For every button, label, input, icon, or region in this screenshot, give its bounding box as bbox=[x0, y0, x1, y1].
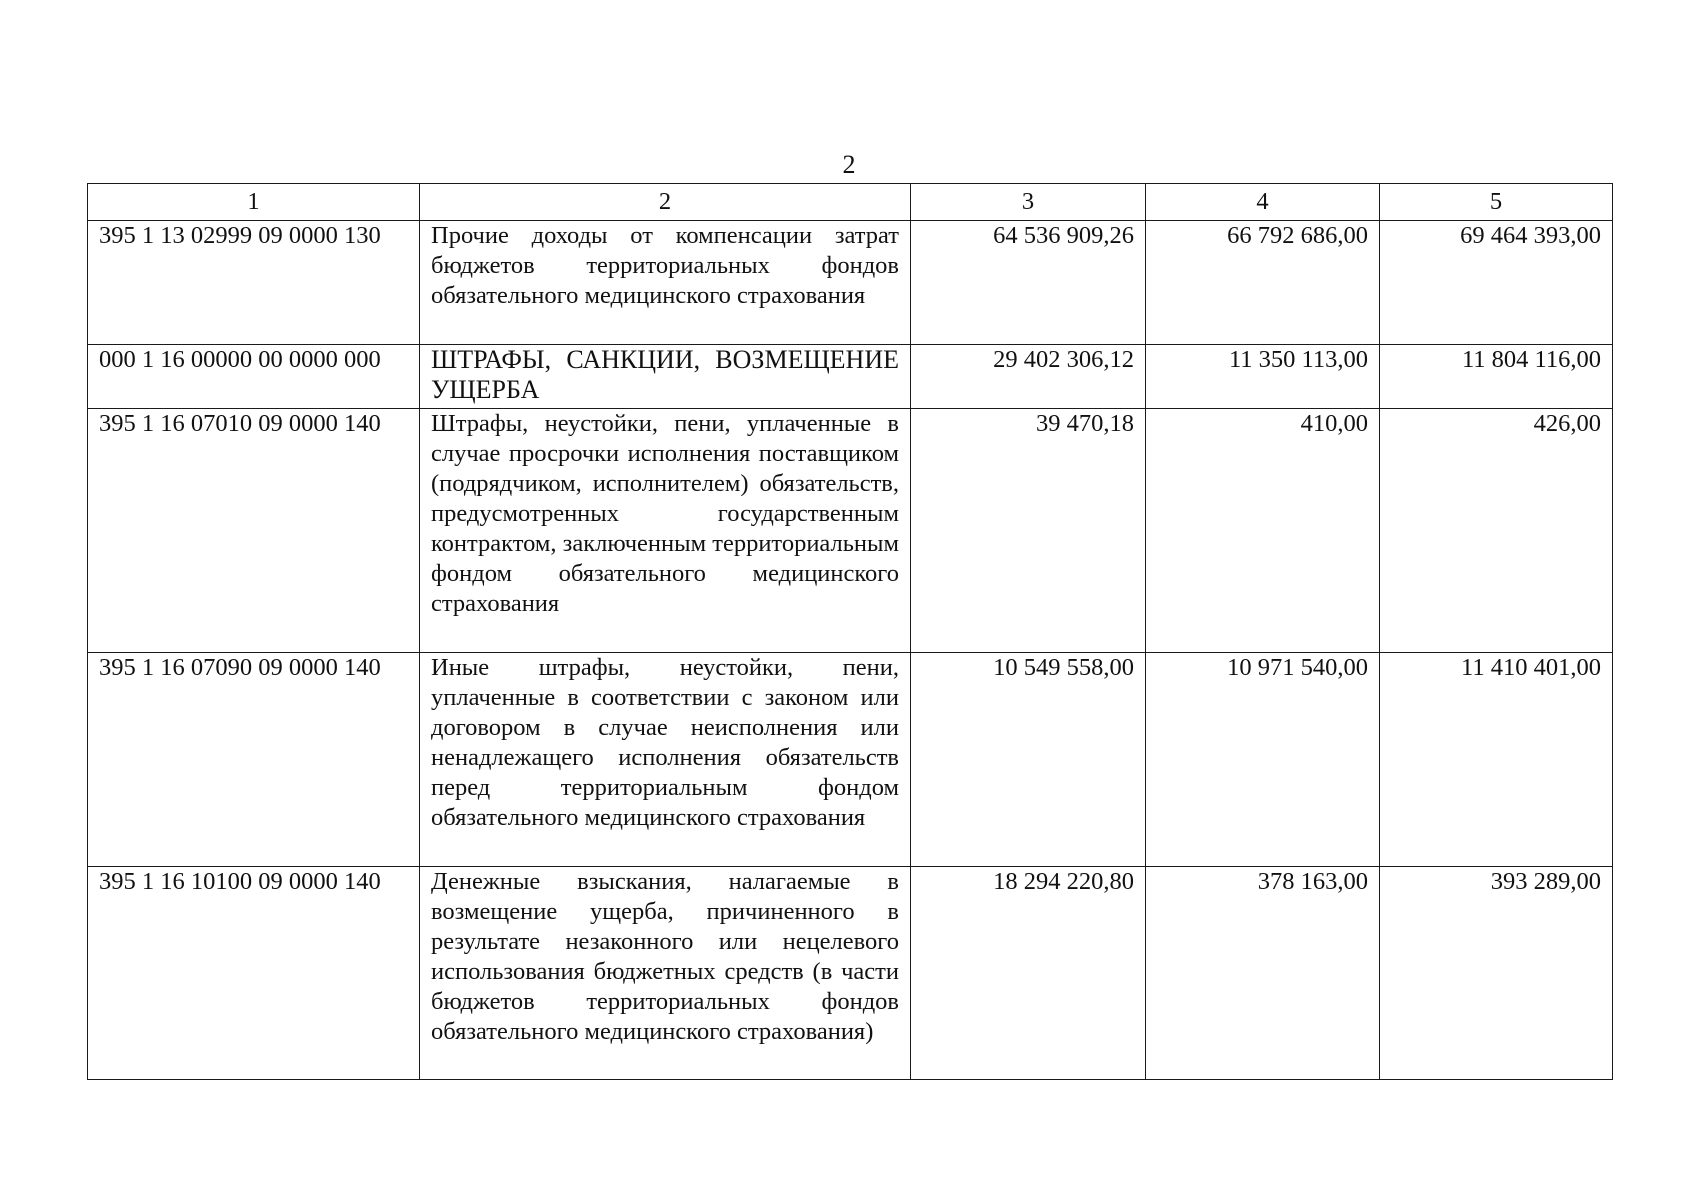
budget-code-cell: 395 1 16 07090 09 0000 140 bbox=[88, 653, 420, 867]
amount-col5-cell: 11 804 116,00 bbox=[1380, 345, 1613, 409]
column-header-3: 3 bbox=[911, 184, 1146, 221]
budget-code-cell: 395 1 13 02999 09 0000 130 bbox=[88, 221, 420, 345]
revenue-table bbox=[87, 183, 1613, 1080]
amount-col4-cell: 66 792 686,00 bbox=[1146, 221, 1380, 345]
amount-col3-cell: 29 402 306,12 bbox=[911, 345, 1146, 409]
amount-col3-cell: 64 536 909,26 bbox=[911, 221, 1146, 345]
table-header-row bbox=[88, 184, 1613, 221]
income-name-cell: Денежные взыскания, налагаемые в возмещение ущерба, причиненного в результате незаконного или нецелевого использования бюджетных средств (в части бюджетов территориальных фондов обязательного медицинского страхования) bbox=[420, 867, 911, 1080]
column-header-4: 4 bbox=[1146, 184, 1380, 221]
amount-col5-cell: 69 464 393,00 bbox=[1380, 221, 1613, 345]
income-name-cell: Иные штрафы, неустойки, пени, уплаченные в соответствии с законом или договором в случае неисполнения или ненадлежащего исполнения обязательств перед территориальным фондом обязательного медицинского страхования bbox=[420, 653, 911, 867]
budget-code-cell: 395 1 16 07010 09 0000 140 bbox=[88, 409, 420, 653]
income-name-cell: Прочие доходы от компенсации затрат бюджетов территориальных фондов обязательного медицинского страхования bbox=[420, 221, 911, 345]
amount-col3-cell: 10 549 558,00 bbox=[911, 653, 1146, 867]
budget-code-cell: 395 1 16 10100 09 0000 140 bbox=[88, 867, 420, 1080]
budget-code-cell: 000 1 16 00000 00 0000 000 bbox=[88, 345, 420, 409]
table-row bbox=[88, 867, 1613, 1080]
amount-col3-cell: 18 294 220,80 bbox=[911, 867, 1146, 1080]
table-row bbox=[88, 653, 1613, 867]
table-row bbox=[88, 345, 1613, 409]
table-row bbox=[88, 221, 1613, 345]
table-row bbox=[88, 409, 1613, 653]
column-header-2: 2 bbox=[420, 184, 911, 221]
amount-col5-cell: 393 289,00 bbox=[1380, 867, 1613, 1080]
column-header-1: 1 bbox=[88, 184, 420, 221]
amount-col4-cell: 11 350 113,00 bbox=[1146, 345, 1380, 409]
amount-col3-cell: 39 470,18 bbox=[911, 409, 1146, 653]
amount-col5-cell: 426,00 bbox=[1380, 409, 1613, 653]
income-name-cell: ШТРАФЫ, САНКЦИИ, ВОЗМЕЩЕНИЕ УЩЕРБА bbox=[420, 345, 911, 409]
amount-col5-cell: 11 410 401,00 bbox=[1380, 653, 1613, 867]
amount-col4-cell: 410,00 bbox=[1146, 409, 1380, 653]
income-name-cell: Штрафы, неустойки, пени, уплаченные в случае просрочки исполнения поставщиком (подрядчиком, исполнителем) обязательств, предусмотренных государственным контрактом, заключенным территориальным фондом обязательного медицинского страхования bbox=[420, 409, 911, 653]
amount-col4-cell: 378 163,00 bbox=[1146, 867, 1380, 1080]
amount-col4-cell: 10 971 540,00 bbox=[1146, 653, 1380, 867]
column-header-5: 5 bbox=[1380, 184, 1613, 221]
page-number: 2 bbox=[842, 150, 856, 179]
